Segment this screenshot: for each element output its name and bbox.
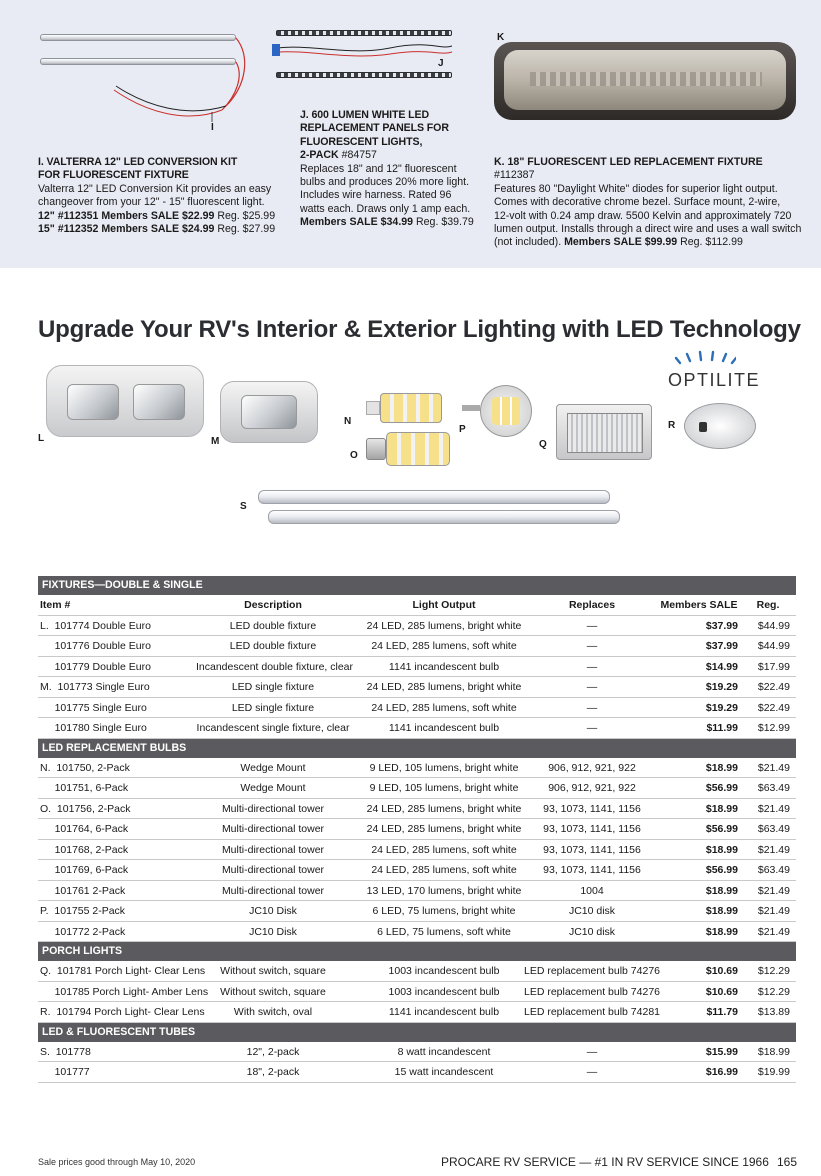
product-j-desc-line1: Replaces 18" and 12" fluorescent xyxy=(300,162,457,175)
cell-item: M. 101773 Single Euro xyxy=(40,681,150,693)
cell-output: 1141 incandescent bulb xyxy=(388,660,500,673)
cell-item: Q. 101781 Porch Light- Clear Lens xyxy=(40,965,206,977)
cell-item: 101785 Porch Light- Amber Lens xyxy=(40,985,209,998)
product-k-title-bold: K. 18" FLUORESCENT LED REPLACEMENT FIXTURE xyxy=(494,156,763,168)
product-j-title-line2: REPLACEMENT PANELS FOR xyxy=(300,122,449,135)
tower-base xyxy=(366,438,386,460)
cell-replaces: 93, 1073, 1141, 1156 xyxy=(543,843,641,856)
product-n-image xyxy=(366,393,442,423)
cell-desc: LED double fixture xyxy=(229,640,317,652)
lens-right xyxy=(133,384,185,420)
wedge-base xyxy=(366,401,380,415)
cell-desc: Incandescent double fixture, clear xyxy=(196,660,354,673)
disk-pins xyxy=(462,405,480,411)
optilite-wordmark: OPTILITE xyxy=(668,370,761,390)
header-description: Description xyxy=(244,599,302,611)
cell-desc: LED double fixture xyxy=(229,619,317,632)
cell-replaces: LED replacement bulb 74276 xyxy=(523,965,660,977)
cell-sale: $18.99 xyxy=(705,761,738,774)
table-row xyxy=(38,860,796,881)
cell-output: 13 LED, 170 lumens, bright white xyxy=(366,884,522,897)
cell-desc: JC10 Disk xyxy=(249,905,297,917)
product-i-price-15in xyxy=(38,223,278,236)
cell-item: 101776 Double Euro xyxy=(40,640,151,652)
product-j-desc-line3: Includes wire harness. Rated 96 xyxy=(300,189,452,202)
wire-harness-icon xyxy=(36,26,256,134)
cell-output: 24 LED, 285 lumens, soft white xyxy=(371,843,517,856)
section-tubes-rows xyxy=(38,1042,796,1083)
page-headline: Upgrade Your RV's Interior & Exterior Lighting with LED Technology xyxy=(38,316,801,343)
cell-sale: $18.99 xyxy=(705,843,738,856)
cell-replaces: 93, 1073, 1141, 1156 xyxy=(543,864,641,876)
cell-output: 24 LED, 285 lumens, soft white xyxy=(371,701,517,714)
cell-output: 6 LED, 75 lumens, bright white xyxy=(372,905,516,917)
cell-replaces: 1004 xyxy=(580,884,604,897)
cell-replaces: — xyxy=(586,660,598,673)
footer-sale-note: Sale prices good through May 10, 2020 xyxy=(38,1157,196,1167)
product-l-image xyxy=(46,365,204,437)
product-j-price xyxy=(300,216,490,229)
product-i-title-line2: FOR FLUORESCENT FIXTURE xyxy=(38,169,189,182)
cell-desc: Wedge Mount xyxy=(240,761,306,774)
cell-output: 24 LED, 285 lumens, bright white xyxy=(366,802,522,815)
cell-replaces: 93, 1073, 1141, 1156 xyxy=(543,823,641,835)
table-row xyxy=(38,922,796,943)
cell-desc: LED single fixture xyxy=(231,701,315,714)
product-m-image xyxy=(220,381,318,443)
table-row xyxy=(38,1042,796,1063)
cell-reg: $22.49 xyxy=(757,681,790,693)
table-row xyxy=(38,657,796,678)
cell-item: L. 101774 Double Euro xyxy=(40,619,151,632)
cell-reg: $12.29 xyxy=(757,985,790,998)
cell-item: 101751, 6-Pack xyxy=(40,782,129,794)
product-i-letter: I xyxy=(211,122,214,133)
footer-tagline: PROCARE RV SERVICE — #1 IN RV SERVICE SINCE 1966 xyxy=(441,1155,769,1169)
product-i-15in-sale: Members SALE $24.99 xyxy=(101,223,215,236)
table-row xyxy=(38,677,796,698)
product-i-12in-item: 12" #112351 xyxy=(38,209,102,222)
product-k-sale: Members SALE $99.99 xyxy=(564,236,678,249)
cell-desc: Multi-directional tower xyxy=(221,802,325,815)
product-o-letter: O xyxy=(350,450,358,461)
cell-sale: $16.99 xyxy=(705,1066,738,1078)
cell-reg: $17.99 xyxy=(757,660,790,673)
cell-item: 101777 xyxy=(40,1066,90,1078)
product-m-letter: M xyxy=(211,436,220,447)
cell-sale: $14.99 xyxy=(705,660,738,673)
cell-replaces: 906, 912, 921, 922 xyxy=(548,782,636,794)
cell-reg: $63.49 xyxy=(757,864,790,876)
product-k-text xyxy=(494,156,804,250)
product-j-sale: Members SALE $34.99 xyxy=(300,216,414,229)
product-i-desc-line2: changeover from your 12" - 15" fluorescent light. xyxy=(38,196,265,209)
cell-sale: $37.99 xyxy=(705,619,738,632)
table-row xyxy=(38,636,796,657)
cell-desc: Wedge Mount xyxy=(240,782,306,794)
table-row xyxy=(38,758,796,779)
table-row xyxy=(38,961,796,982)
cell-sale: $18.99 xyxy=(705,884,738,897)
cell-sale: $11.99 xyxy=(706,722,738,734)
header-members-sale: Members SALE xyxy=(660,599,738,611)
fixture-led-strip xyxy=(530,72,762,86)
product-j-image xyxy=(270,26,460,86)
cell-item: 101764, 6-Pack xyxy=(40,823,129,835)
cell-reg: $63.49 xyxy=(757,823,790,835)
product-k-price xyxy=(494,236,804,249)
table-row xyxy=(38,819,796,840)
product-s-image xyxy=(258,486,620,530)
tube-1 xyxy=(258,490,610,504)
section-fixtures: FIXTURES—DOUBLE & SINGLE xyxy=(38,576,796,595)
cell-reg: $22.49 xyxy=(757,701,790,714)
product-j-desc-line2: bulbs and produces 20% more light. xyxy=(300,176,470,189)
cell-sale: $56.99 xyxy=(705,864,738,876)
cell-replaces: — xyxy=(586,640,598,652)
cell-item: 101768, 2-Pack xyxy=(40,843,129,856)
cell-item: 101761 2-Pack xyxy=(40,884,126,897)
cell-reg: $21.49 xyxy=(757,843,790,856)
product-r-letter: R xyxy=(668,420,676,431)
product-r-image xyxy=(684,403,756,449)
cell-replaces: — xyxy=(586,722,598,734)
product-l-letter: L xyxy=(38,433,45,444)
product-i-title-line1: I. VALTERRA 12" LED CONVERSION KIT xyxy=(38,156,238,168)
cell-replaces: — xyxy=(586,1045,598,1058)
cell-output: 1141 incandescent bulb xyxy=(388,722,500,734)
cell-output: 1003 incandescent bulb xyxy=(388,965,500,977)
product-i-12in-reg: Reg. $25.99 xyxy=(214,209,276,222)
product-k-desc-line1: Features 80 "Daylight White" diodes for superior light output. xyxy=(494,182,778,195)
cell-output: 24 LED, 285 lumens, bright white xyxy=(366,681,522,693)
product-j-title-line4 xyxy=(300,149,490,162)
product-p-letter: P xyxy=(459,424,466,435)
cell-reg: $44.99 xyxy=(757,619,790,632)
cell-sale: $56.99 xyxy=(705,782,738,794)
cell-item: 101780 Single Euro xyxy=(40,722,147,734)
cell-reg: $21.49 xyxy=(757,802,790,815)
cell-desc: 12", 2-pack xyxy=(246,1045,300,1058)
cell-sale: $19.29 xyxy=(705,701,738,714)
cell-desc: 18", 2-pack xyxy=(246,1066,300,1078)
cell-output: 1141 incandescent bulb xyxy=(388,1006,500,1018)
cell-sale: $18.99 xyxy=(705,925,738,938)
product-k-desc-line5: (not included). xyxy=(494,236,565,249)
cell-sale: $10.69 xyxy=(705,965,738,977)
lens-left xyxy=(67,384,119,420)
table-row xyxy=(38,616,796,637)
product-q-image xyxy=(556,404,652,460)
cell-output: 15 watt incandescent xyxy=(394,1066,494,1078)
cell-output: 9 LED, 105 lumens, bright white xyxy=(369,782,519,794)
cell-desc: With switch, oval xyxy=(233,1006,313,1018)
product-j-title-line1: J. 600 LUMEN WHITE LED xyxy=(300,109,430,121)
cell-sale: $56.99 xyxy=(705,823,738,835)
table-row xyxy=(38,1002,796,1023)
product-k-desc-line2: Comes with decorative chrome bezel. Surface mount, 2-wire, xyxy=(494,196,781,209)
cell-sale: $18.99 xyxy=(705,802,738,815)
cell-item: R. 101794 Porch Light- Clear Lens xyxy=(40,1006,205,1018)
product-p-image xyxy=(462,385,536,437)
cell-desc: Multi-directional tower xyxy=(221,823,325,835)
table-row xyxy=(38,901,796,922)
section-led-bulbs: LED REPLACEMENT BULBS xyxy=(38,739,796,758)
cell-sale: $18.99 xyxy=(705,905,738,917)
cell-item: S. 101778 xyxy=(40,1045,91,1058)
cell-output: 24 LED, 285 lumens, soft white xyxy=(371,640,517,652)
cell-output: 1003 incandescent bulb xyxy=(388,985,500,998)
cell-replaces: JC10 disk xyxy=(568,925,616,938)
table-row xyxy=(38,1062,796,1083)
pricing-table xyxy=(38,576,796,1083)
product-n-letter: N xyxy=(344,416,352,427)
cell-item: 101772 2-Pack xyxy=(40,925,126,938)
table-row xyxy=(38,718,796,739)
cell-item: O. 101756, 2-Pack xyxy=(40,802,131,815)
cell-desc: Without switch, square xyxy=(220,965,326,977)
porch-lens xyxy=(567,413,643,453)
cell-output: 9 LED, 105 lumens, bright white xyxy=(369,761,519,774)
table-row xyxy=(38,799,796,820)
cell-replaces: LED replacement bulb 74281 xyxy=(523,1006,660,1018)
cell-sale: $11.79 xyxy=(706,1006,738,1018)
cell-desc: Multi-directional tower xyxy=(221,864,325,876)
product-k-title xyxy=(494,156,804,183)
cell-replaces: — xyxy=(586,1066,598,1078)
light-rays-icon xyxy=(674,349,736,369)
table-row xyxy=(38,881,796,902)
page-number: 165 xyxy=(777,1155,798,1169)
product-j-text xyxy=(300,109,490,230)
product-o-image xyxy=(366,432,450,466)
product-s-letter: S xyxy=(240,501,247,512)
table-row xyxy=(38,982,796,1003)
cell-replaces: JC10 disk xyxy=(568,905,616,917)
cell-replaces: 906, 912, 921, 922 xyxy=(548,761,636,774)
section-tubes: LED & FLUORESCENT TUBES xyxy=(38,1023,796,1042)
cell-sale: $37.99 xyxy=(705,640,738,652)
cell-reg: $18.99 xyxy=(757,1045,790,1058)
optilite-logo xyxy=(668,349,788,395)
product-i-15in-reg: Reg. $27.99 xyxy=(214,223,276,236)
disk-leds xyxy=(492,397,520,425)
wedge-body xyxy=(380,393,442,423)
section-porch-lights-rows xyxy=(38,961,796,1023)
header-reg: Reg. xyxy=(756,599,780,611)
cell-output: 8 watt incandescent xyxy=(397,1045,491,1058)
wire-icon xyxy=(270,26,460,86)
cell-reg: $21.49 xyxy=(757,905,790,917)
cell-desc: Without switch, square xyxy=(220,985,326,998)
cell-reg: $21.49 xyxy=(757,884,790,897)
product-i-15in-item: 15" #112352 xyxy=(38,223,102,236)
product-i-desc-line1: Valterra 12" LED Conversion Kit provides an easy xyxy=(38,182,272,195)
product-k-desc-line4: lumen output. Installs through a direct wire and uses a wall switch xyxy=(494,223,802,236)
section-porch-lights: PORCH LIGHTS xyxy=(38,942,796,961)
cell-output: 24 LED, 285 lumens, bright white xyxy=(366,823,522,835)
cell-replaces: — xyxy=(586,701,598,714)
cell-reg: $12.29 xyxy=(757,965,790,977)
section-fixtures-rows xyxy=(38,616,796,739)
table-row xyxy=(38,698,796,719)
cell-reg: $19.99 xyxy=(757,1066,790,1078)
cell-reg: $21.49 xyxy=(757,761,790,774)
product-k-image xyxy=(494,42,796,120)
cell-reg: $63.49 xyxy=(757,782,790,794)
product-k-desc-line3: 12-volt with 0.24 amp draw. 5500 Kelvin and approximately 720 xyxy=(494,209,792,222)
cell-reg: $13.89 xyxy=(757,1006,790,1018)
cell-output: 24 LED, 285 lumens, bright white xyxy=(366,619,522,632)
cell-item: 101775 Single Euro xyxy=(40,701,147,714)
cell-sale: $10.69 xyxy=(705,985,738,998)
product-j-item-number: #84757 xyxy=(338,149,377,162)
tower-body xyxy=(386,432,450,466)
product-k-item-number: #112387 xyxy=(494,169,535,182)
cell-item: P. 101755 2-Pack xyxy=(40,905,126,917)
cell-reg: $21.49 xyxy=(757,925,790,938)
cell-desc: LED single fixture xyxy=(231,681,315,693)
cell-sale: $19.29 xyxy=(705,681,738,693)
cell-desc: Multi-directional tower xyxy=(221,884,325,897)
table-row xyxy=(38,840,796,861)
cell-replaces: 93, 1073, 1141, 1156 xyxy=(543,802,641,815)
switch-icon xyxy=(699,422,707,432)
table-header-row xyxy=(38,595,796,616)
product-j-desc-line4: watts each. Draws only 1 amp each. xyxy=(300,202,471,215)
cell-desc: JC10 Disk xyxy=(249,925,297,938)
header-replaces: Replaces xyxy=(568,599,616,611)
product-j-title-line3: FLUORESCENT LIGHTS, xyxy=(300,135,423,148)
cell-desc: Incandescent single fixture, clear xyxy=(196,722,350,734)
product-i-text xyxy=(38,156,278,236)
cell-item: 101779 Double Euro xyxy=(40,660,151,673)
cell-item: 101769, 6-Pack xyxy=(40,864,129,876)
cell-replaces: LED replacement bulb 74276 xyxy=(523,985,660,998)
cell-reg: $44.99 xyxy=(757,640,790,652)
product-k-letter: K xyxy=(497,32,505,43)
product-i-12in-sale: Members SALE $22.99 xyxy=(101,209,215,222)
product-i-image xyxy=(36,26,256,134)
cell-reg: $12.99 xyxy=(757,722,790,734)
cell-replaces: — xyxy=(586,619,598,632)
tube-2 xyxy=(268,510,620,524)
table-row xyxy=(38,778,796,799)
product-i-price-12in xyxy=(38,210,278,223)
lens-single xyxy=(241,395,297,429)
cell-item: N. 101750, 2-Pack xyxy=(40,761,130,774)
cell-output: 6 LED, 75 lumens, soft white xyxy=(377,925,511,938)
header-item: Item # xyxy=(40,599,71,611)
product-j-letter: J xyxy=(438,58,444,69)
section-led-bulbs-rows xyxy=(38,758,796,943)
cell-sale: $15.99 xyxy=(705,1045,738,1058)
cell-replaces: — xyxy=(586,681,598,693)
product-q-letter: Q xyxy=(539,439,547,450)
product-k-reg: Reg. $112.99 xyxy=(677,236,743,249)
product-j-reg: Reg. $39.79 xyxy=(413,216,474,229)
cell-output: 24 LED, 285 lumens, soft white xyxy=(371,864,517,876)
product-j-pack: 2-PACK xyxy=(300,149,339,162)
header-light-output: Light Output xyxy=(412,599,476,611)
cell-desc: Multi-directional tower xyxy=(221,843,325,856)
